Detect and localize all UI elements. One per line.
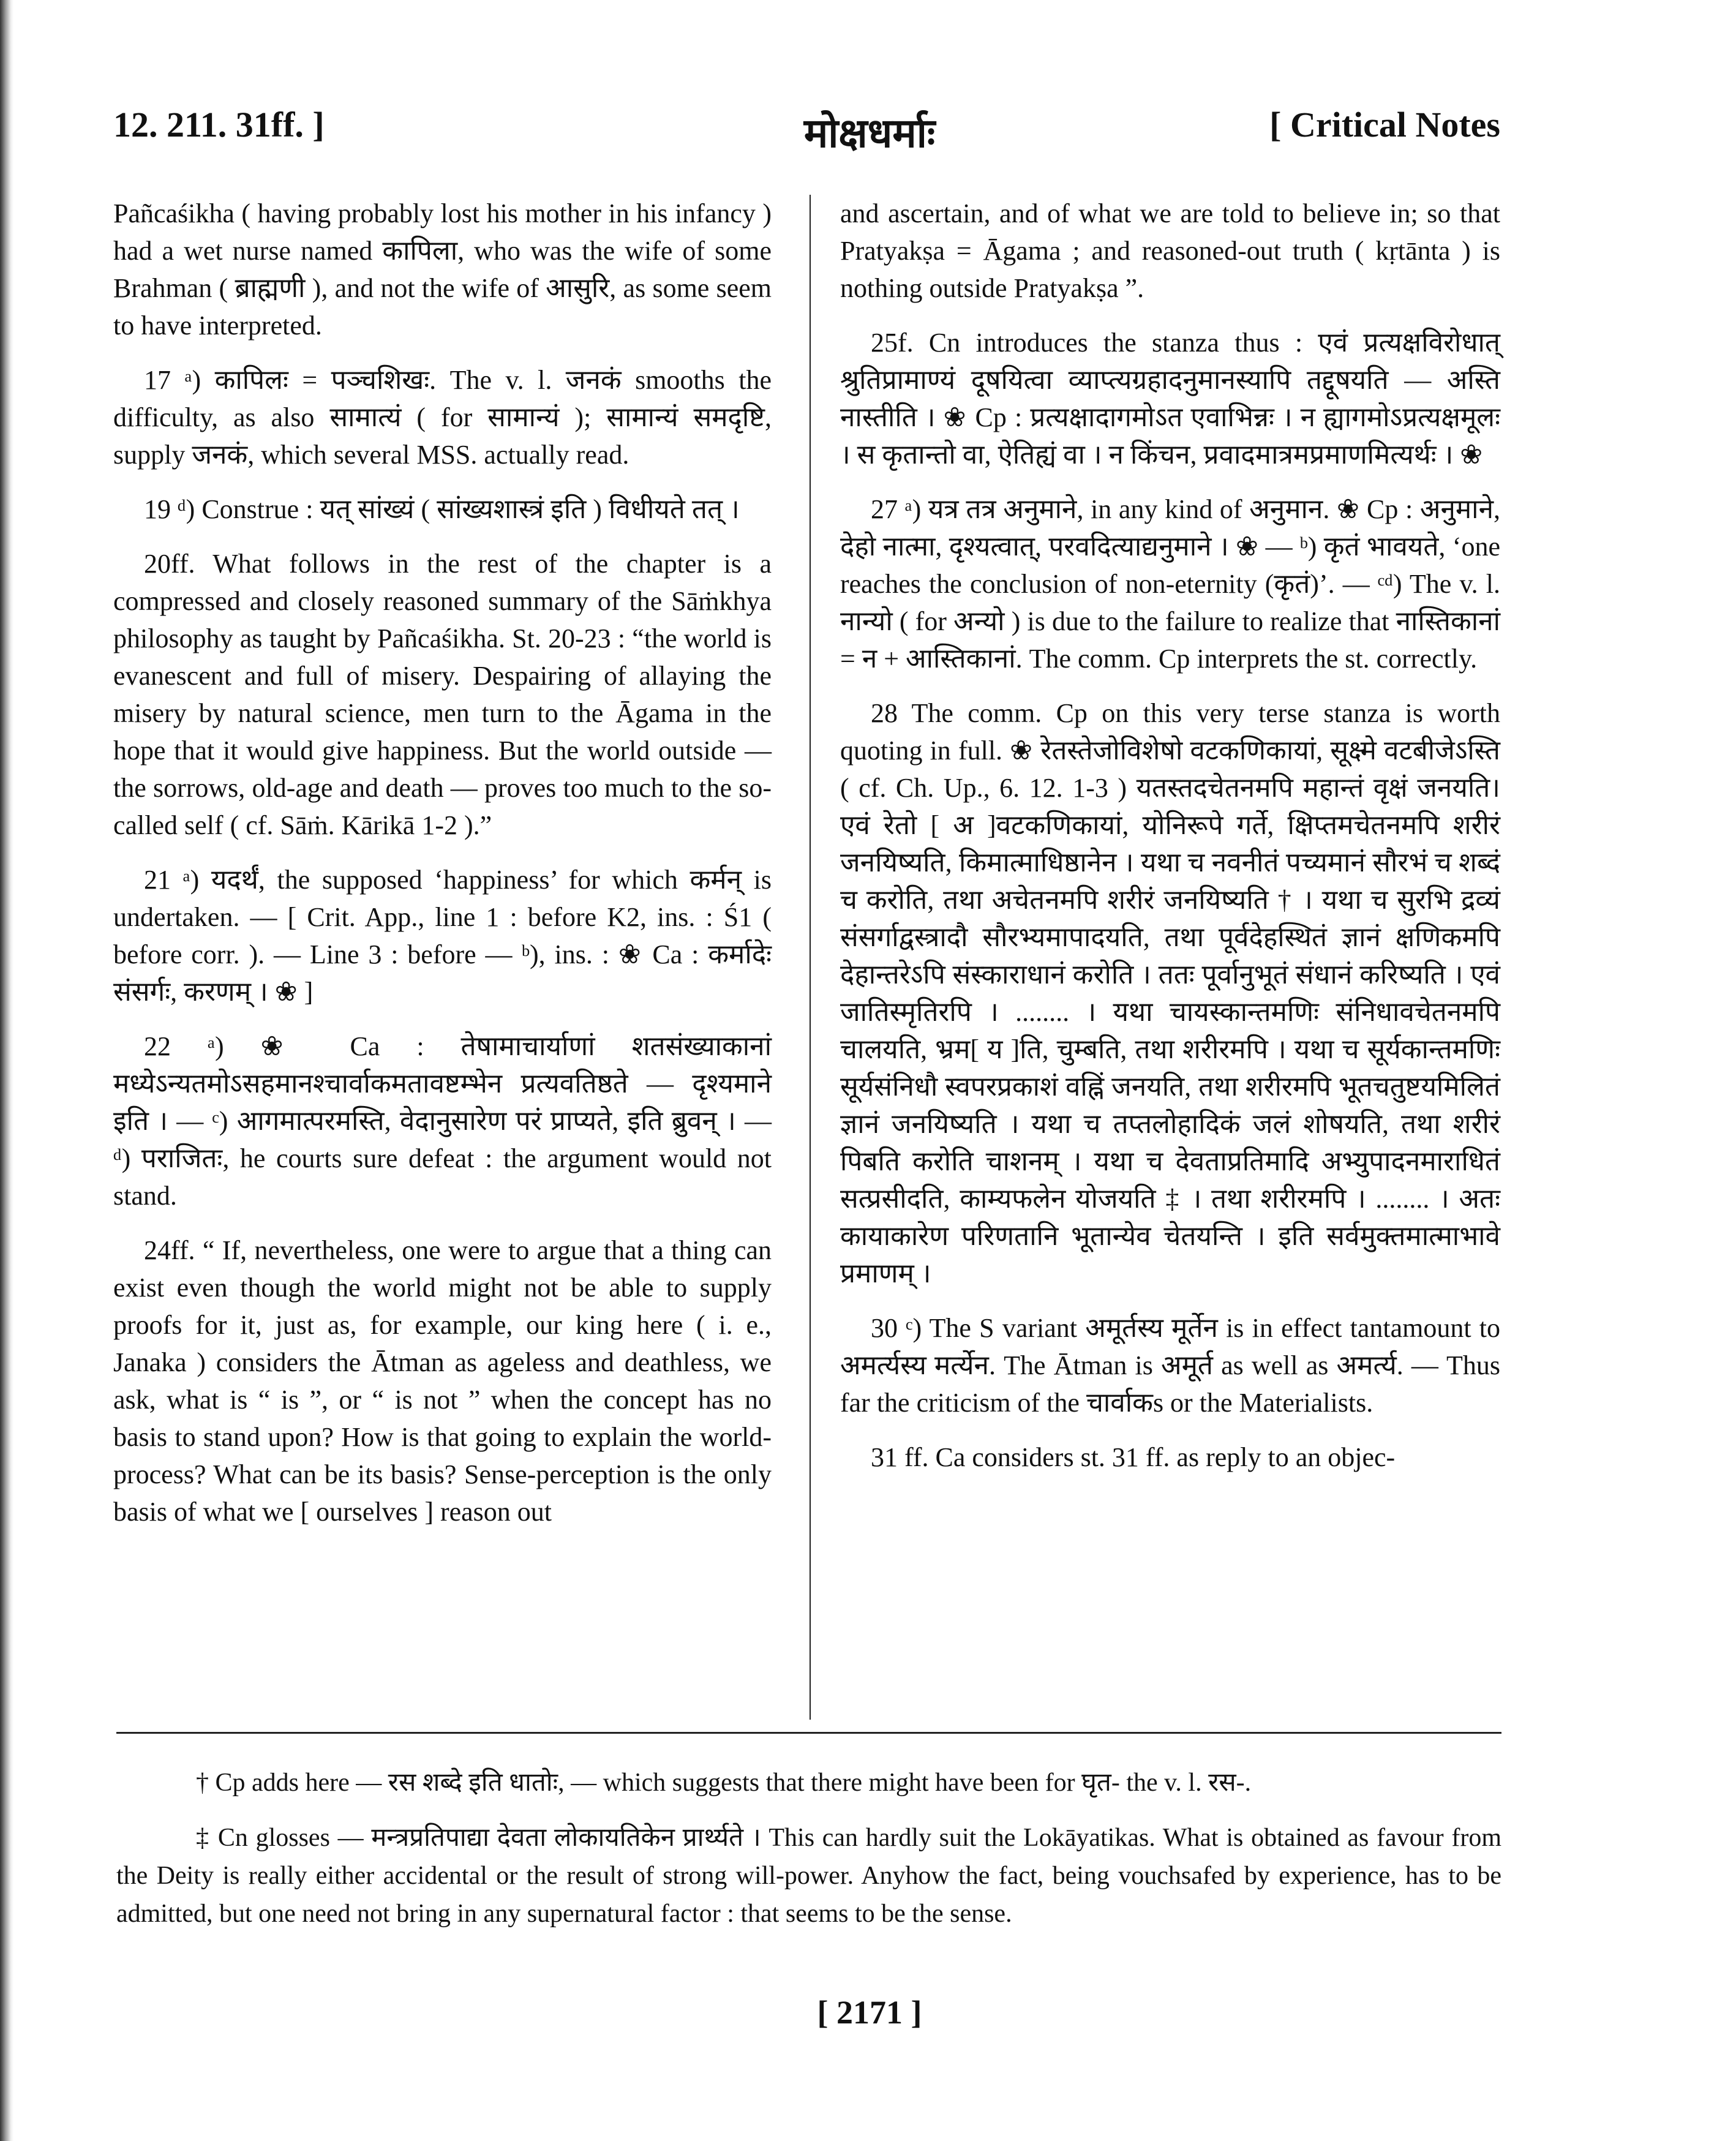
note-19: 19 ᵈ) Construe : यत् सांख्यं ( सांख्यशास्त्रं इति ) विधीयते तत् । xyxy=(144,494,740,524)
note-24ff: 24ff. “ If, nevertheless, one were to argue that a thing can exist even though the world might not be able to supply proofs for it, just as, for example, our king here ( i. e., Janaka ) considers the Ātman as ageless and deathless, we ask, what is “ is ”, or “ is not ” when the concept has no basis to stand upon? How is that going to explain the world-process? What can be its basis? Sense-perception is the only basis of what we [ ourselves ] reason out xyxy=(113,1235,772,1527)
paragraph: Pañcaśikha ( having probably lost his mother in his infancy ) had a wet nurse named कापिला, who was the wife of some Brahman ( ब्राह्मणी ), and not the wife of आसुरि, as some seem to have interpreted. xyxy=(113,198,772,341)
footnote-double-dagger: ‡ Cn glosses — मन्त्रप्रतिपाद्या देवता लोकायतिकेन प्रार्थ्यते । This can hardly suit the Lokāyatikas. What is obtained as favour from the Deity is really either accidental or the result of strong will-power. Anyhow the fact, being vouchsafed by experience, has to be admitted, but one need not bring in any supernatural factor : that seems to be the sense. xyxy=(116,1824,1501,1928)
note-22: 22 ᵃ) ❀ Ca : तेषामाचार्याणां शतसंख्याकानां मध्येऽन्यतमोऽसहमानश्चार्वाकमतावष्टम्भेन प्रत्यवतिष्ठते — दृश्यमाने इति । — ᶜ) आगमात्परमस्ति, वेदानुसारेण परं प्राप्यते, इति ब्रुवन् । — ᵈ) पराजितः, he courts sure defeat : the argument would not stand. xyxy=(113,1031,772,1211)
note-20ff: 20ff. What follows in the rest of the chapter is a compressed and closely reasoned summary of the Sāṁkhya philosophy as taught by Pañcaśikha. St. 20-23 : “the world is evanescent and full of misery. Despairing of allaying the misery by natural science, men turn to the Āgama in the hope that it would give happiness. But the world outside — the sorrows, old-age and death — proves too much to the so-called self ( cf. Sāṁ. Kārikā 1-2 ).” xyxy=(113,549,772,840)
note-27: 27 ᵃ) यत्र तत्र अनुमाने, in any kind of अनुमान. ❀ Cp : अनुमाने, देहो नात्मा, दृश्यत्वात्, परवदित्याद्यनुमाने । ❀ — ᵇ) कृतं भावयते, ‘one reaches the conclusion of non-eternity (कृतं)’. — ᶜᵈ) The v. l. नान्यो ( for अन्यो ) is due to the failure to realize that नास्तिकानां = न + आस्तिकानां. The comm. Cp interprets the st. correctly. xyxy=(840,494,1500,674)
note-25f: 25f. Cn introduces the stanza thus : एवं प्रत्यक्षविरोधात् श्रुतिप्रामाण्यं दूषयित्वा व्याप्त्यग्रहादनुमानस्यापि तद्दूषयति — अस्ति नास्तीति । ❀ Cp : प्रत्यक्षादागमोऽत एवाभिन्नः । न ह्यागमोऽप्रत्यक्षमूलः । स कृतान्तो वा, ऐतिह्यं वा । न किंचन, प्रवादमात्रमप्रमाणमित्यर्थः । ❀ xyxy=(840,328,1500,470)
note-28: 28 The comm. Cp on this very terse stanza is worth quoting in full. ❀ रेतस्तेजोविशेषो वटकणिकायां, सूक्ष्मे वटबीजेऽस्ति ( cf. Ch. Up., 6. 12. 1-3 ) यतस्तदचेतनमपि महान्तं वृक्षं जनयति। एवं रेतो [ अ ]वटकणिकायां, योनिरूपे गर्ते, क्षिप्तमचेतनमपि शरीरं जनयिष्यति, किमात्माधिष्ठानेन । यथा च नवनीतं पच्यमानं सौरभं च शब्दं च करोति, तथा अचेतनमपि शरीरं जनयिष्यति † । यथा च सुरभि द्रव्यं संसर्गाद्वस्त्रादौ सौरभ्यमापादयति, तथा पूर्वदेहस्थितं ज्ञानं क्षणिकमपि देहान्तरेऽपि संस्काराधानं करोति । ततः पूर्वानुभूतं संधानं करिष्यति । एवं जातिस्मृतिरपि । ........ । यथा चायस्कान्तमणिः संनिधावचेतनमपि चालयति, भ्रम[ य ]ति, चुम्बति, तथा शरीरमपि । यथा च सूर्यकान्तमणिः सूर्यसंनिधौ स्वपरप्रकाशं वह्निं जनयति, तथा शरीरमपि भूतचतुष्टयमिलितं ज्ञानं जनयिष्यति । यथा च तप्तलोहादिकं जलं शोषयति, तथा शरीरं पिबति करोति चाशनम् । यथा च देवताप्रतिमादि अभ्युपादनमाराधितं सत्प्रसीदति, काम्यफलेन योजयति ‡ । तथा शरीरमपि । ........ । अतः कायाकारेण परिणतानि भूतान्येव चेतयन्ति । इति सर्वमुक्तमात्माभावे प्रमाणम् । xyxy=(840,698,1500,1289)
column-divider xyxy=(810,195,811,1720)
note-30: 30 ᶜ) The S variant अमूर्तस्य मूर्तेन is in effect tantamount to अमर्त्यस्य मर्त्येन. The Ātman is अमूर्त as well as अमर्त्य. — Thus far the criticism of the चार्वाकs or the Materialists. xyxy=(840,1313,1500,1418)
footnote-dagger: † Cp adds here — रस शब्दे इति धातोः, — which suggests that there might have been for घृत- the v. l. रस-. xyxy=(196,1769,1252,1797)
section-title: [ Critical Notes xyxy=(1269,105,1500,145)
left-column xyxy=(113,195,772,1548)
note-21: 21 ᵃ) यदर्थं, the supposed ‘happiness’ for which कर्मन् is undertaken. — [ Crit. App., line 1 : before K2, ins. : Ś1 ( before corr. ). — Line 3 : before — ᵇ), ins. : ❀ Ca : कर्मादेः संसर्गः, करणम् । ❀ ] xyxy=(113,865,772,1007)
running-title: मोक्षधर्माः xyxy=(803,111,936,156)
page-number: [ 2171 ] xyxy=(817,1994,922,2031)
scan-edge xyxy=(0,0,13,2141)
running-reference: 12. 211. 31ff. ] xyxy=(113,105,325,145)
note-31ff: 31 ff. Ca considers st. 31 ff. as reply to an objec- xyxy=(871,1442,1396,1472)
note-17: 17 ᵃ) कापिलः = पञ्चशिखः. The v. l. जनकं smooths the difficulty, as also सामात्यं ( for सामान्यं ); सामान्यं समदृष्टि, supply जनकं, which several MSS. actually read. xyxy=(113,365,772,470)
right-column xyxy=(840,195,1500,1493)
paragraph: and ascertain, and of what we are told to believe in; so that Pratyakṣa = Āgama ; and reasoned-out truth ( kṛtānta ) is nothing outside Pratyakṣa ”. xyxy=(840,198,1500,303)
footnotes xyxy=(116,1764,1501,1950)
footnote-rule xyxy=(116,1732,1501,1734)
